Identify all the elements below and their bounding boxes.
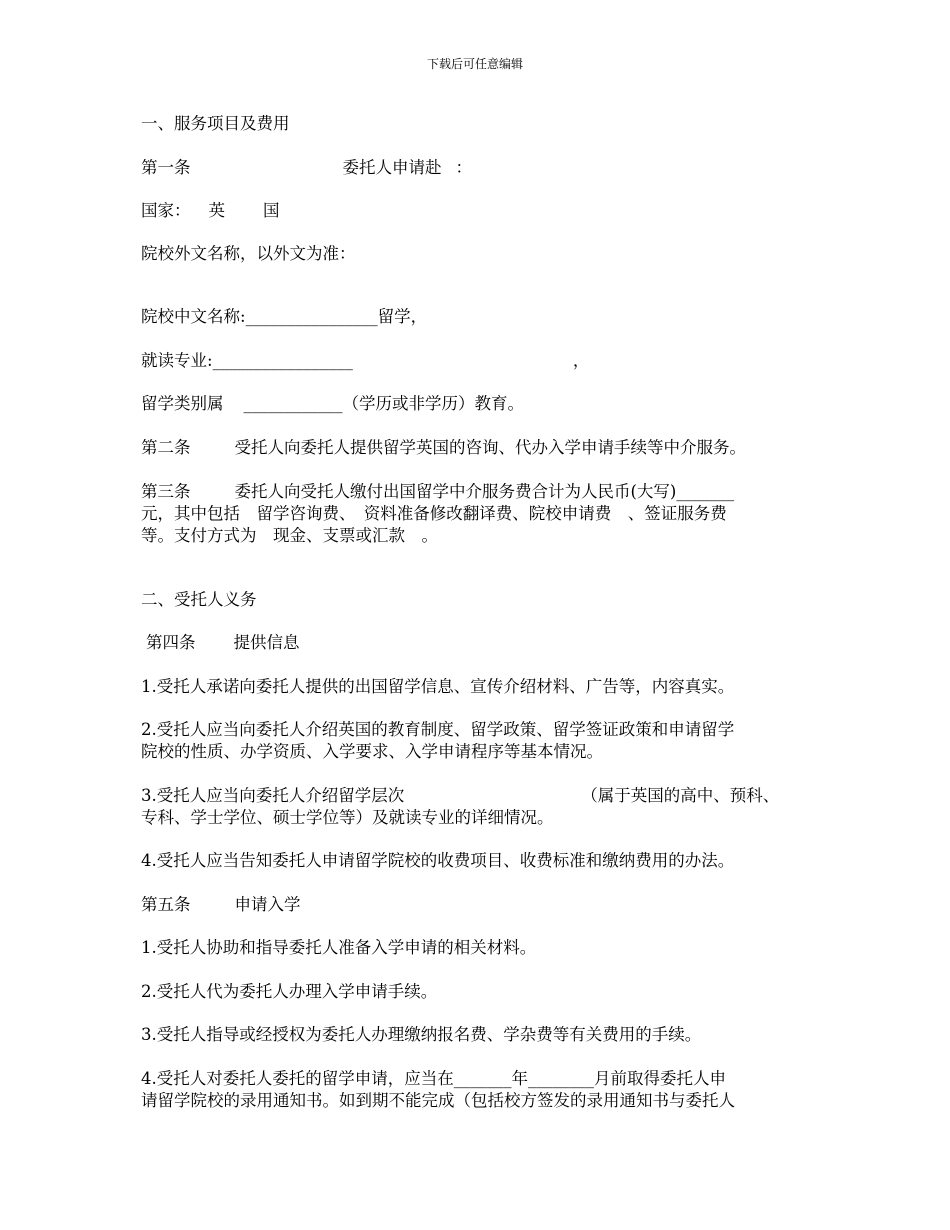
clause-4-label: 第四条 (146, 633, 196, 652)
clause-2-label: 第二条 (141, 438, 191, 457)
study-type-blank: ____________ (243, 394, 343, 413)
school-chinese-name-blank: ________________ (245, 307, 378, 326)
clause-5-item-4-cont: 请留学院校的录用通知书。如到期不能完成（包括校方签发的录用通知书与委托人 (141, 1091, 735, 1110)
clause-4-line (146, 632, 300, 654)
clause-4-title: 提供信息 (233, 633, 300, 652)
clause-3-label: 第三条 (141, 482, 191, 501)
country-value-1: 英 (208, 201, 225, 220)
clause-3-text: 委托人向受托人缴付出国留学中介服务费合计为人民币(大写)_______ (234, 482, 735, 501)
clause-3-line-3: 等。支付方式为 现金、支票或汇款 。 (141, 526, 438, 545)
clause-5-item-3: 3.受托人指导或经授权为委托人办理缴纳报名费、学杂费等有关费用的手续。 (141, 1025, 702, 1044)
clause-2-line (141, 437, 746, 459)
clause-4-item-3-cont: 专科、学士学位、硕士学位等）及就读专业的详细情况。 (141, 808, 554, 827)
country-label: 国家： (141, 201, 191, 220)
clause-3-line-2: 元，其中包括 留学咨询费、 资料准备修改翻译费、院校申请费 、签证服务费 (141, 504, 727, 523)
clause-1-label: 第一条 (141, 158, 191, 177)
study-type-suffix: （学历或非学历）教育。 (342, 394, 524, 413)
clause-1-line (141, 157, 472, 179)
major-line (141, 350, 589, 372)
country-line (141, 200, 280, 222)
major-label: 就读专业: (141, 351, 213, 370)
section-heading-services: 一、服务项目及费用 (141, 114, 290, 133)
page-header: 下载后可任意编辑 (426, 57, 523, 71)
school-chinese-name-suffix: 留学， (377, 307, 428, 326)
clause-5-title: 申请入学 (234, 895, 301, 914)
clause-5-label: 第五条 (141, 895, 191, 914)
clause-4-item-3-note: （属于英国的高中、预科、 (581, 786, 780, 805)
clause-3-line (141, 481, 734, 503)
clause-2-text: 受托人向委托人提供留学英国的咨询、代办入学申请手续等中介服务。 (234, 438, 746, 457)
clause-4-item-3-text: 3.受托人应当向委托人介绍留学层次 (141, 786, 405, 805)
clause-5-item-4: 4.受托人对委托人委托的留学申请，应当在_______年________月前取得委托人申 (141, 1069, 726, 1088)
clause-1-text: 委托人申请赴 (342, 158, 442, 177)
clause-4-item-2: 2.受托人应当向委托人介绍英国的教育制度、留学政策、留学签证政策和申请留学 (141, 720, 735, 739)
clause-5-line (141, 894, 301, 916)
major-blank: _________________ (212, 351, 353, 370)
clause-4-item-1: 1.受托人承诺向委托人提供的出国留学信息、宣传介绍材料、广告等，内容真实。 (141, 677, 735, 696)
country-value-2: 国 (263, 201, 280, 220)
clause-4-item-2-cont: 院校的性质、办学资质、入学要求、入学申请程序等基本情况。 (141, 742, 603, 761)
clause-5-item-2: 2.受托人代为委托人办理入学申请手续。 (141, 982, 438, 1001)
study-type-line (141, 393, 524, 415)
school-foreign-name-line: 院校外文名称，以外文为准： (141, 244, 356, 263)
school-chinese-name-label: 院校中文名称: (141, 307, 246, 326)
clause-5-item-1: 1.受托人协助和指导委托人准备入学申请的相关材料。 (141, 938, 537, 957)
section-heading-obligations: 二、受托人义务 (141, 590, 257, 609)
clause-4-item-3 (141, 785, 779, 807)
major-comma: ， (572, 351, 590, 370)
clause-1-colon: ： (455, 158, 472, 177)
school-chinese-name-line (141, 306, 427, 328)
study-type-label: 留学类别属 (141, 394, 224, 413)
clause-4-item-4: 4.受托人应当告知委托人申请留学院校的收费项目、收费标准和缴纳费用的办法。 (141, 851, 735, 870)
